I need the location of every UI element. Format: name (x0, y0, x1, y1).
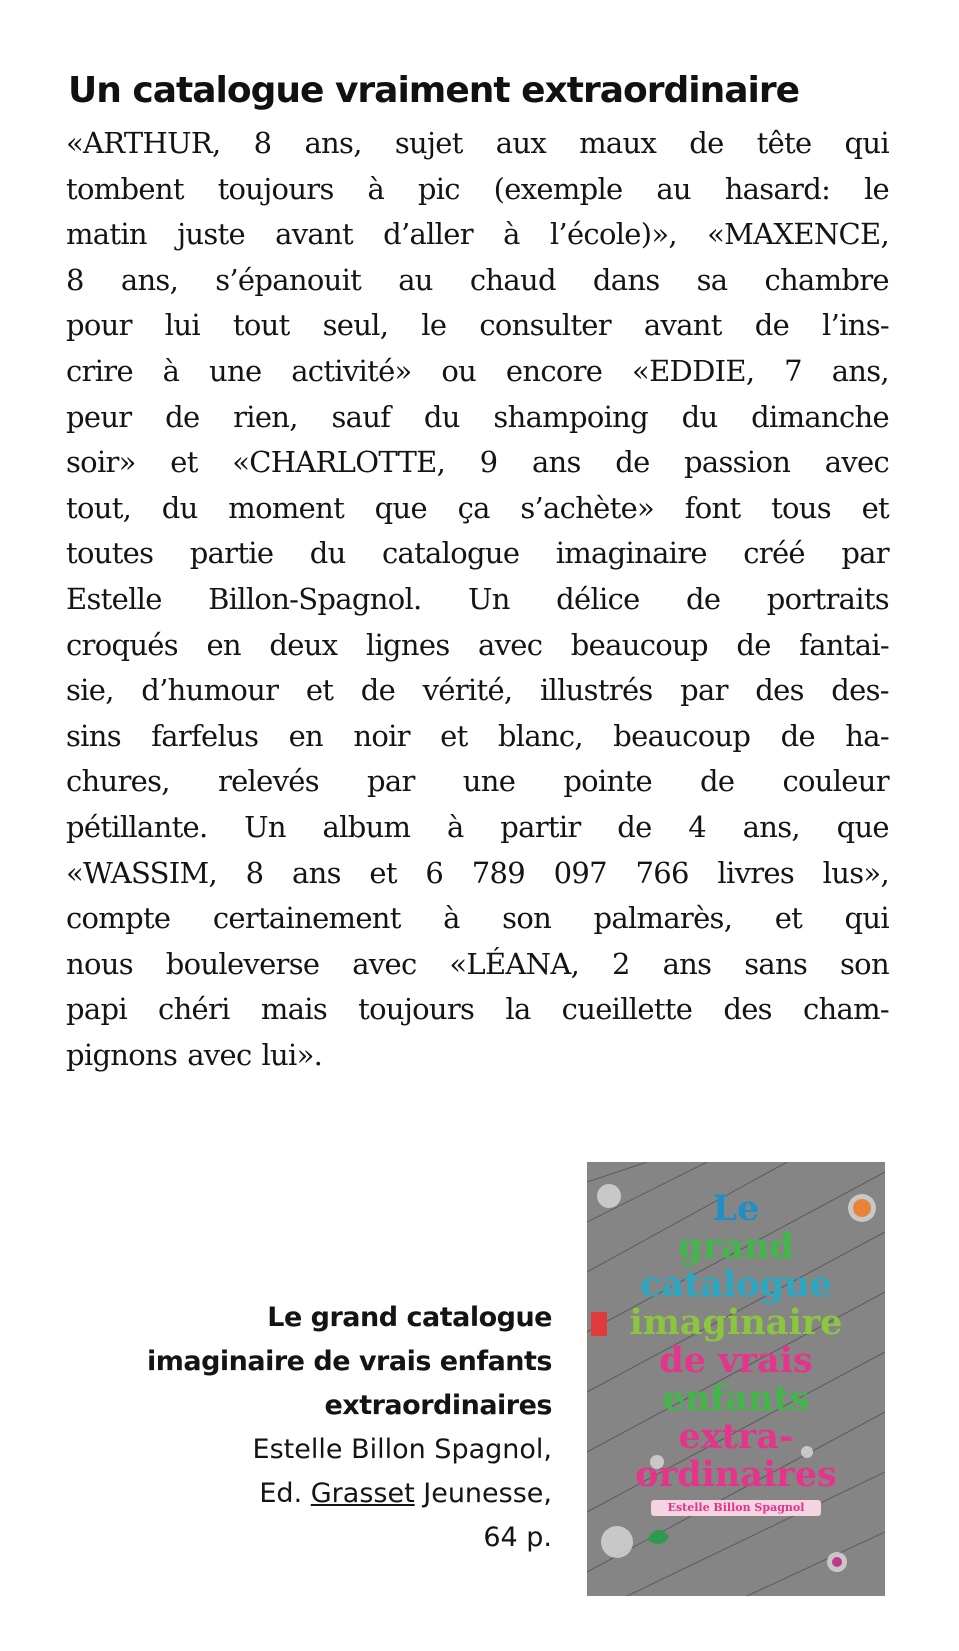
article-line (66, 121, 889, 167)
article-word: de (360, 673, 396, 708)
article-word: 2 (611, 946, 630, 981)
article-word: avec (352, 946, 417, 981)
article-word: livres (717, 855, 795, 890)
article-word: album (322, 809, 411, 844)
article-word: nous (66, 946, 133, 981)
article-word: Billon-Spagnol. (208, 581, 422, 616)
article-word: en (288, 718, 324, 753)
book-title-line: Le grand catalogue (267, 1302, 552, 1333)
article-word: d’humour (141, 673, 279, 708)
article-word: «ARTHUR, (66, 126, 221, 160)
article-word: peur (66, 399, 132, 434)
article-word: Un (468, 581, 510, 616)
article-word: créé (743, 536, 805, 571)
article-word: de (700, 764, 735, 799)
article-line (66, 987, 889, 1033)
article-word: sie, (66, 673, 114, 708)
article-word: partir (500, 809, 581, 844)
article-word: s’épanouit (215, 262, 362, 297)
article-line (66, 623, 889, 669)
article-word: «EDDIE, (632, 353, 755, 388)
article-word: que (374, 490, 427, 525)
article-word: de (615, 445, 650, 480)
article-line (66, 440, 889, 486)
article-word: soir» (66, 445, 136, 480)
article-word: sins (66, 718, 121, 753)
article-word: le (421, 308, 447, 343)
article-word: du (423, 399, 460, 434)
book-publisher (60, 1472, 552, 1516)
book-title-line: extraordinaires (324, 1390, 552, 1421)
article-line (66, 896, 889, 942)
article-word: au (656, 171, 691, 206)
article-word: délice (556, 581, 640, 616)
article-word: palmarès, (593, 901, 733, 936)
article-word: ou (441, 353, 477, 388)
article-word: et (170, 445, 198, 480)
article-word: à (162, 353, 180, 388)
article-word: «WASSIM, (66, 855, 218, 890)
article-word: maux (579, 126, 657, 160)
article-word: une (209, 353, 262, 388)
article-word: et (774, 901, 803, 936)
article-word: 8 (253, 126, 272, 160)
article-line (66, 395, 889, 441)
article-word: «LÉANA, (449, 946, 580, 981)
article-word: par (680, 673, 728, 708)
article-word: son (502, 901, 552, 936)
article-word: à (447, 809, 464, 844)
article-word: tout (232, 308, 290, 343)
article-word: consulter (479, 308, 611, 343)
cover-title-line: grand (678, 1226, 794, 1267)
article-line (66, 1033, 889, 1079)
cover-title-line: imaginaire (629, 1302, 843, 1343)
article-word: des- (831, 673, 889, 708)
article-word: de (754, 308, 790, 343)
publisher-prefix: Ed. (259, 1478, 303, 1509)
article-word: 7 (784, 353, 802, 388)
book-author: Estelle Billon Spagnol, (252, 1434, 552, 1465)
article-word: passion (684, 445, 791, 480)
article-word: du (309, 536, 346, 571)
article-word: ans (292, 855, 341, 890)
article-word: moment (228, 490, 345, 525)
article-word: de (165, 399, 200, 434)
book-credits (60, 1296, 552, 1560)
article-word: 4 (688, 809, 706, 844)
cover-title-line: extra- (678, 1416, 794, 1457)
article-word: imaginaire (555, 536, 707, 571)
publisher-suffix: Jeunesse, (423, 1478, 552, 1509)
article-word: et (440, 718, 468, 753)
article-word: ans, (120, 262, 179, 297)
article-word: mais (260, 992, 328, 1027)
article-word: juste (177, 217, 245, 252)
article-word: shampoing (493, 399, 649, 434)
article-word: en (206, 627, 241, 662)
article-word: 8 (245, 855, 264, 890)
article-word: ans (531, 445, 581, 480)
article-line (66, 212, 889, 258)
article-word: ha- (845, 718, 889, 753)
article-word: s’achète» (520, 490, 655, 525)
article-word: que (836, 809, 889, 844)
article-word: deux (269, 627, 338, 662)
article-word: rien, (233, 399, 298, 434)
article-word: 6 (425, 855, 444, 890)
article-word: tombent (66, 171, 184, 206)
article-word: à (367, 171, 385, 206)
article-word: et (369, 855, 397, 890)
article-word: beaucoup (613, 718, 751, 753)
article-word: 9 (479, 445, 498, 480)
article-word: illustrés (539, 673, 653, 708)
article-word: «MAXENCE, (707, 217, 889, 252)
article-word: du (681, 399, 718, 434)
article-word: beaucoup (570, 627, 708, 662)
article-word: toujours (358, 992, 475, 1027)
article-word: avant (643, 308, 722, 343)
article-word: ans, (304, 126, 362, 160)
cover-title (587, 1190, 885, 1494)
article-word: 766 (635, 855, 689, 890)
article-line (66, 714, 889, 760)
article-word: d’aller (383, 217, 473, 252)
article-word: le (863, 171, 889, 206)
article-line (66, 668, 889, 714)
cover-title-line: de vrais (659, 1340, 813, 1381)
article-word: pour (66, 308, 132, 343)
article-word: et (861, 490, 889, 525)
article-word: matin (66, 217, 147, 252)
article-line (66, 167, 889, 213)
article-word: par (841, 536, 889, 571)
article-word: fantai- (799, 627, 889, 662)
article-word: pointe (563, 764, 652, 799)
article-word: certainement (212, 901, 401, 936)
article-word: blanc, (497, 718, 583, 753)
article-word: relevés (217, 764, 319, 799)
article-word: toutes (66, 536, 154, 571)
book-pages: 64 p. (483, 1522, 552, 1553)
article-word: hasard: (724, 171, 831, 206)
article-word: Un (244, 809, 286, 844)
article-word: croqués (66, 627, 178, 662)
article-body (66, 121, 889, 1078)
article-line (66, 942, 889, 988)
article-word: papi (66, 992, 127, 1027)
article-word: à (443, 901, 460, 936)
cover-title-line: enfants (662, 1378, 810, 1419)
article-word: tous (771, 490, 831, 525)
article-title: Un catalogue vraiment extraordinaire (68, 70, 800, 111)
article-word: une (462, 764, 516, 799)
article-word: seul, (322, 308, 389, 343)
article-line (66, 759, 889, 805)
article-word: dans (592, 262, 660, 297)
article-word: catalogue (381, 536, 520, 571)
book-cover-image (587, 1162, 885, 1596)
article-word: au (398, 262, 433, 297)
article-word: couleur (782, 764, 889, 799)
article-word: farfelus (151, 718, 259, 753)
article-word: la (505, 992, 531, 1027)
article-word: pic (417, 171, 460, 206)
article-word: noir (353, 718, 410, 753)
article-word: (exemple (493, 171, 623, 206)
article-word: et (305, 673, 334, 708)
article-word: dimanche (751, 399, 889, 434)
article-word: lignes (365, 627, 450, 662)
article-word: 8 (66, 262, 84, 297)
article-word: ans, (742, 809, 800, 844)
article-word: par (367, 764, 415, 799)
article-word: lus», (822, 855, 889, 890)
article-word: chaud (469, 262, 556, 297)
article-word: lui (164, 308, 200, 343)
article-line (66, 531, 889, 577)
article-word: 097 (553, 855, 607, 890)
article-word: sauf (331, 399, 391, 434)
article-word: avec (478, 627, 543, 662)
article-word: des (723, 992, 772, 1027)
article-word: qui (844, 901, 889, 936)
article-word: sa (696, 262, 728, 297)
article-word: cueillette (561, 992, 693, 1027)
cover-title-line: ordinaires (635, 1454, 837, 1495)
article-word: pétillante. (66, 809, 208, 844)
article-word: de (780, 718, 815, 753)
article-word: chéri (158, 992, 230, 1027)
article-word: avec (187, 1037, 252, 1072)
article-word: des (755, 673, 804, 708)
article-word: crire (66, 353, 133, 388)
cover-author: Estelle Billon Spagnol (651, 1500, 821, 1516)
article-word: lui». (261, 1037, 323, 1072)
article-word: de (686, 581, 721, 616)
article-word: portraits (766, 581, 889, 616)
article-word: son (840, 946, 889, 981)
cover-title-line: catalogue (640, 1264, 832, 1305)
article-word: partie (189, 536, 274, 571)
article-line (66, 258, 889, 304)
article-word: toujours (217, 171, 334, 206)
article-word: Estelle (66, 581, 162, 616)
article-line (66, 577, 889, 623)
article-word: tête (756, 126, 812, 160)
article-word: chambre (764, 262, 889, 297)
article-word: qui (844, 126, 889, 160)
article-word: ça (457, 490, 490, 525)
article-word: ans (662, 946, 712, 981)
article-word: à (503, 217, 520, 252)
article-word: avec (824, 445, 889, 480)
article-word: ans, (831, 353, 889, 388)
article-word: activité» (291, 353, 412, 388)
article-word: du (161, 490, 198, 525)
article-word: tout, (66, 490, 132, 525)
article-word: font (684, 490, 741, 525)
article-line (66, 349, 889, 395)
article-word: de (689, 126, 724, 160)
article-line (66, 303, 889, 349)
article-word: l’école)», (549, 217, 677, 252)
article-word: bouleverse (165, 946, 320, 981)
article-line (66, 851, 889, 897)
publisher-link[interactable]: Grasset (310, 1478, 415, 1509)
article-word: compte (66, 901, 171, 936)
article-word: chures, (66, 764, 170, 799)
article-word: sujet (394, 126, 463, 160)
article-word: encore (505, 353, 603, 388)
article-word: sans (744, 946, 808, 981)
article-word: pignons (66, 1037, 178, 1072)
article-word: avant (275, 217, 353, 252)
article-line (66, 805, 889, 851)
article-word: «CHARLOTTE, (232, 445, 446, 480)
book-title-line: imaginaire de vrais enfants (146, 1346, 552, 1377)
article-line (66, 486, 889, 532)
article-word: cham- (802, 992, 889, 1027)
article-word: 789 (471, 855, 526, 890)
article-word: vérité, (422, 673, 513, 708)
article-word: de (617, 809, 652, 844)
cover-title-line: Le (712, 1188, 760, 1229)
article-word: l’ins- (822, 308, 889, 343)
article-word: aux (495, 126, 547, 160)
article-word: de (736, 627, 771, 662)
